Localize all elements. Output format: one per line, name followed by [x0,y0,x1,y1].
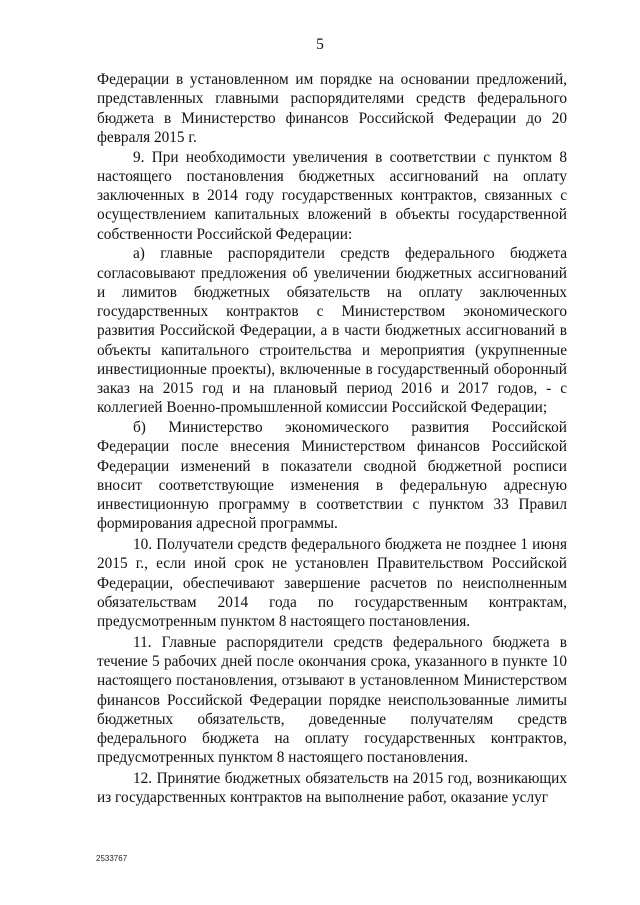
paragraph-continuation: Федерации в установленном им порядке на основании предложений, представленных главными распорядителями средств федерального бюджета в Министерство финансов Российской Федерации до 20 февраля 2015 г. [97,71,567,146]
paragraph-item-10: 10. Получатели средств федерального бюджета не позднее 1 июня 2015 г., если иной срок не установлен Правительством Российской Федерации, обеспечивают завершение расчетов по неисполненным обязательствам 2014 года по государственным контрактам, предусмотренным пунктом 8 настоящего постановления. [97,536,567,630]
paragraph-subitem-a: а) главные распорядители средств федерального бюджета согласовывают предложения об увеличении бюджетных ассигнований и лимитов бюджетных обязательств на оплату заключенных государственных контрактов с Министерством экономического развития Российской Федерации, а в части бюджетных ассигнований в объекты капитального строительства и мероприятия (укрупненные инвестиционные проекты), включенные в государственный оборонный заказ на 2015 год и на плановый период 2016 и 2017 годов, - с коллегией Военно-промышленной комиссии Российской Федерации; [97,245,567,417]
paragraph-item-12: 12. Принятие бюджетных обязательств на 2015 год, возникающих из государственных контрактов на выполнение работ, оказание услуг [97,770,567,807]
paragraph-item-9: 9. При необходимости увеличения в соответствии с пунктом 8 настоящего постановления бюджетных ассигнований на оплату заключенных в 2014 году государственных контрактов, связанных с осуществлением капитальных вложений в объекты государственной собственности Российской Федерации: [97,148,567,243]
document-body [97,70,567,808]
page-number: 5 [316,36,324,53]
document-id: 2533767 [96,854,128,863]
paragraph-item-11: 11. Главные распорядители средств федерального бюджета в течение 5 рабочих дней после окончания срока, указанного в пункте 10 настоящего постановления, отзывают в установленном Министерством финансов Российской Федерации порядке неиспользованные лимиты бюджетных обязательств, доведенные получателям средств федерального бюджета на оплату государственных контрактов, предусмотренных пунктом 8 настоящего постановления. [97,633,567,767]
paragraph-subitem-b: б) Министерство экономического развития Российской Федерации после внесения Министерством финансов Российской Федерации изменений в показатели сводной бюджетной росписи вносит соответствующие изменения в федеральную адресную инвестиционную программу в соответствии с пунктом 33 Правил формирования адресной программы. [97,419,567,533]
